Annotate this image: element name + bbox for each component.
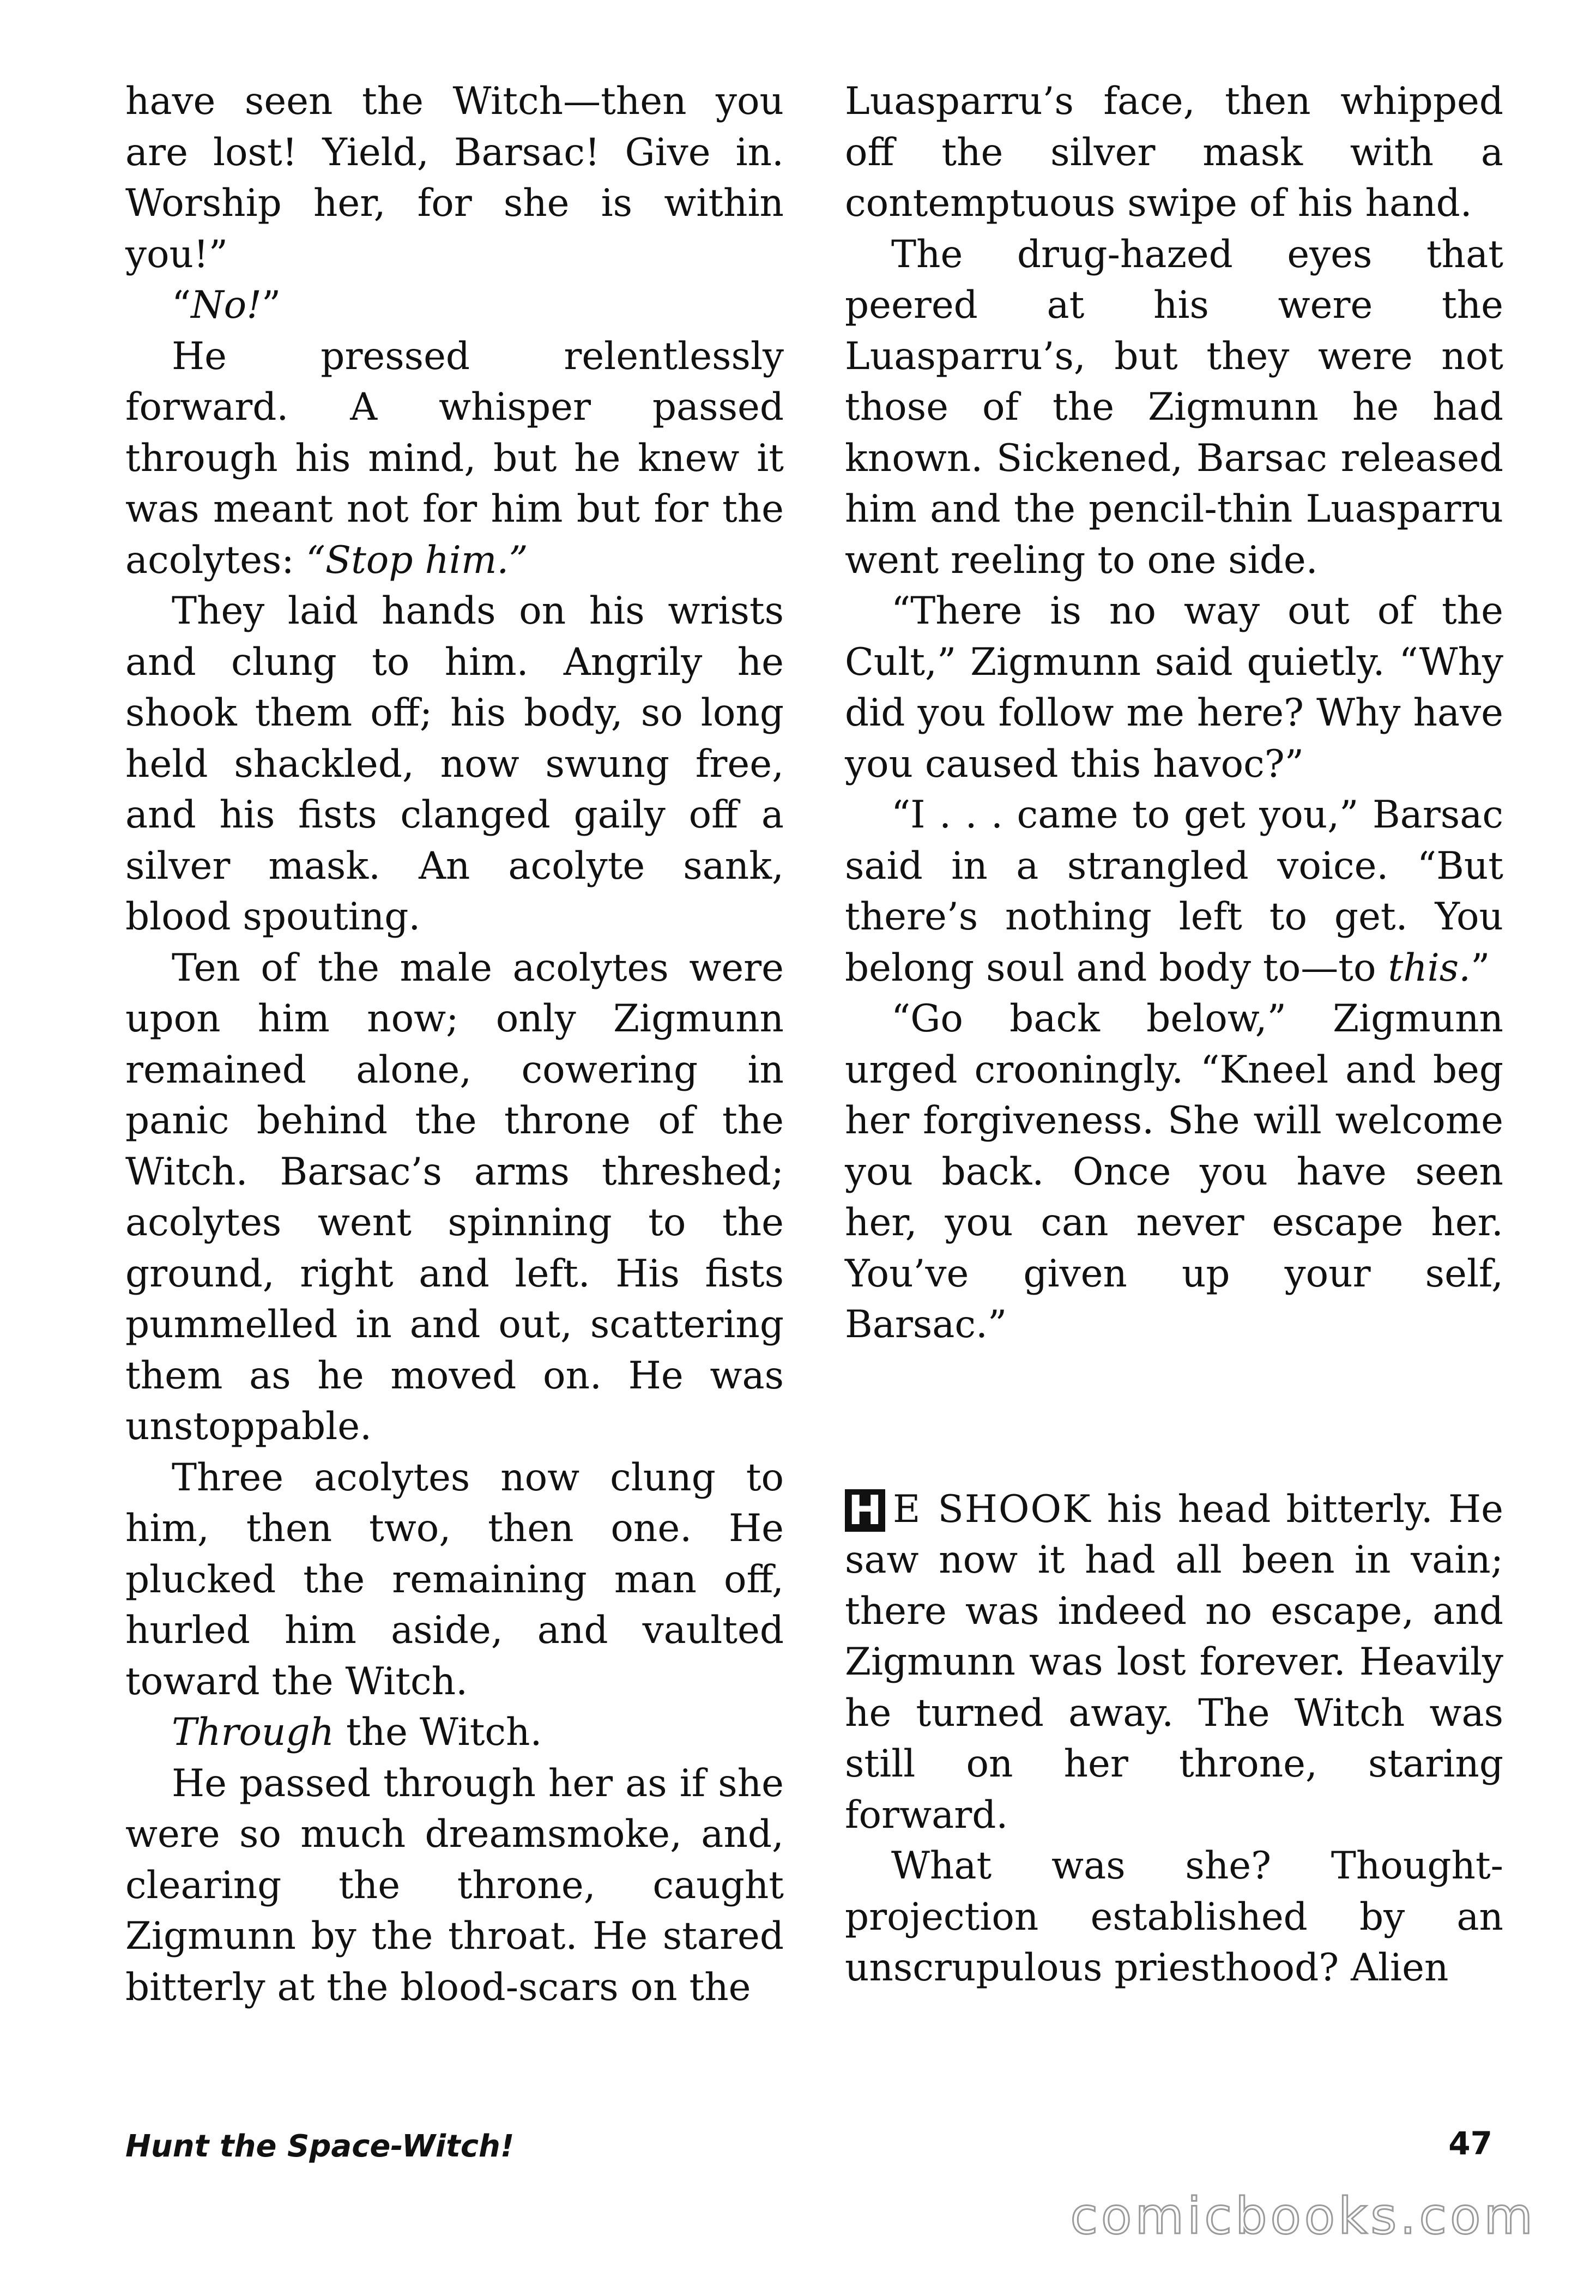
- left-text-column: [125, 76, 784, 2013]
- right-text-column: [845, 76, 1503, 1994]
- paragraph: The drug-hazed eyes that peered at his were the Luasparru’s, but they were not those of the Zigmunn he had known. Sickened, Barsac released him and the pencil-thin Luasparru went reeling to one side.: [845, 232, 1503, 582]
- paragraph: Three acolytes now clung to him, then two, then one. He plucked the remaining man off, hurled him aside, and vaulted toward the Witch.: [125, 1455, 784, 1703]
- paragraph-text: ”: [1471, 946, 1490, 990]
- paragraph: [125, 280, 784, 331]
- paragraph-text: “: [172, 283, 191, 327]
- continued-paragraph: Luasparru’s face, then whipped off the silver mask with a contemptuous swipe of his hand.: [845, 80, 1503, 225]
- paragraph-text: He pressed relentlessly forward. A whisper passed through his mind, but he knew it was meant not for him but for the acolytes:: [125, 334, 784, 582]
- paragraph-text: his head bitterly. He saw now it had all been in vain; there was indeed no escape, and Zigmunn was lost forever. Heavily he turned away. The Witch was still on her throne, staring forward.: [845, 1487, 1503, 1837]
- paragraph: [125, 1707, 784, 1759]
- italic-text: this.: [1388, 946, 1471, 990]
- paragraph: What was she? Thought-projection established by an unscrupulous priesthood? Alien: [845, 1844, 1503, 1990]
- paragraph: Ten of the male acolytes were upon him now; only Zigmunn remained alone, cowering in panic behind the throne of the Witch. Barsac’s arms threshed; acolytes went spinning to the ground, right and left. His fists pummelled in and out, scattering them as he moved on. He was unstoppable.: [125, 946, 784, 1448]
- paragraph: They laid hands on his wrists and clung to him. Angrily he shook them off; his body, so long held shackled, now swung free, and his fists clanged gaily off a silver mask. An acolyte sank, blood spouting.: [125, 589, 784, 939]
- italic-text: “Stop him.”: [306, 538, 528, 582]
- paragraph-text: “I . . . came to get you,” Barsac said in a strangled voice. “But there’s nothing left to get. You belong soul and body to—to: [845, 793, 1503, 990]
- paragraph: “There is no way out of the Cult,” Zigmunn said quietly. “Why did you follow me here? Why have you caused this havoc?”: [845, 589, 1503, 786]
- page-number: 47: [1448, 2125, 1492, 2162]
- italic-text: Through: [172, 1711, 335, 1754]
- paragraph: “Go back below,” Zigmunn urged crooningly. “Kneel and beg her forgiveness. She will welcome you back. Once you have seen her, you can never escape her. You’ve given up your self, Barsac.”: [845, 997, 1503, 1346]
- paragraph-text: ”: [261, 283, 281, 327]
- paragraph: [125, 331, 784, 587]
- paragraph-text: the Witch.: [334, 1711, 542, 1754]
- section-opening-paragraph: [845, 1484, 1503, 1841]
- running-footer-title: Hunt the Space-Witch!: [125, 2129, 515, 2164]
- small-caps-lead: E SHOOK: [892, 1487, 1092, 1531]
- paragraph: He passed through her as if she were so much dreamsmoke, and, clearing the throne, caught Zigmunn by the throat. He stared bitterly at the blood-scars on the: [125, 1761, 784, 2009]
- italic-text: No!: [191, 283, 262, 327]
- paragraph: [845, 790, 1503, 994]
- watermark-logo: comicbooks.com: [1070, 2187, 1536, 2245]
- drop-cap-letter: H: [845, 1489, 885, 1532]
- continued-paragraph: have seen the Witch—then you are lost! Yield, Barsac! Give in. Worship her, for she is within you!”: [125, 80, 784, 276]
